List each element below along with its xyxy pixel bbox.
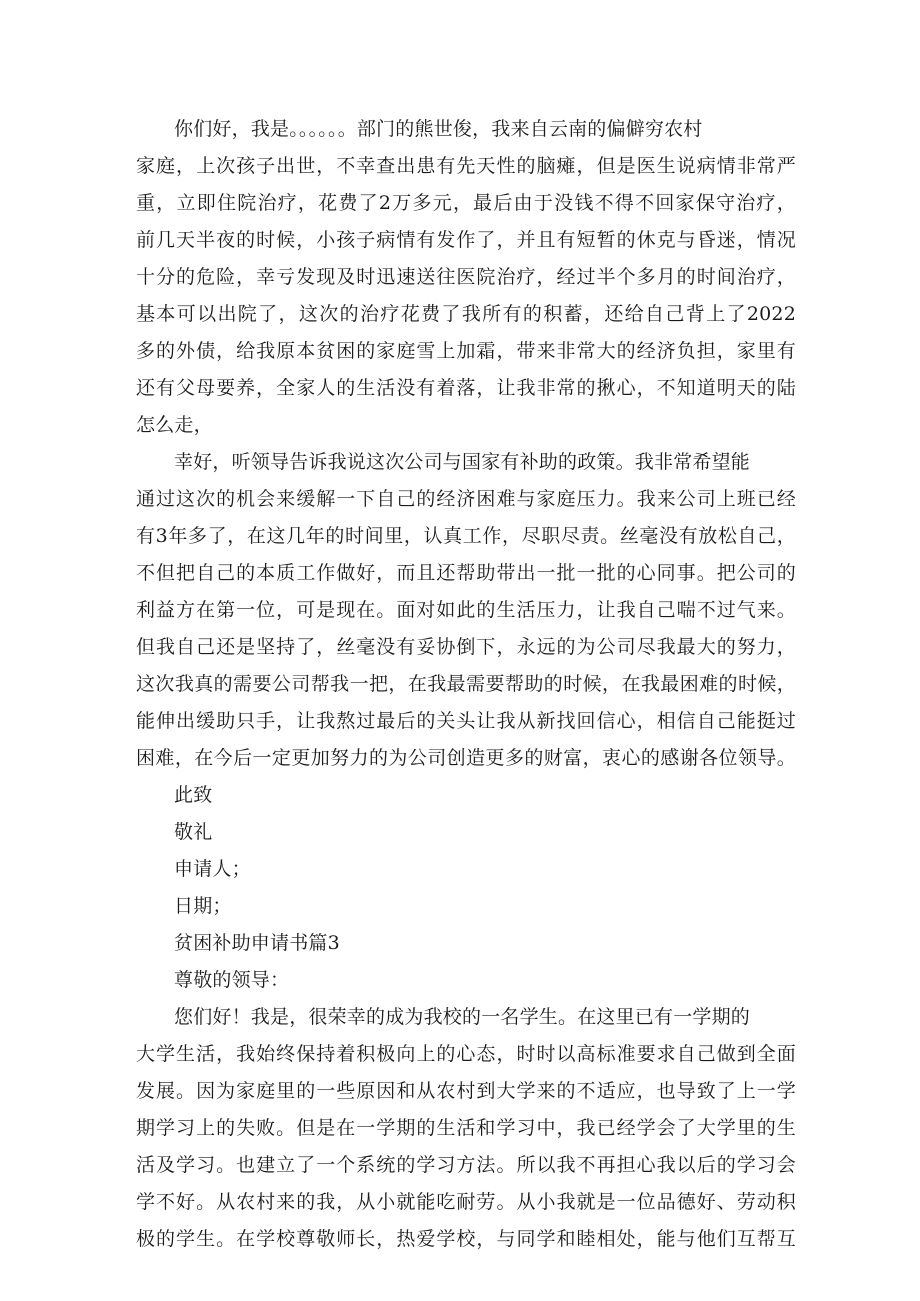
paragraph-1-line-5: 十分的危险，幸亏发现及时迅速送往医院治疗，经过半个多月的时间治疗， [136,266,796,288]
paragraph-2-line-5: 利益方在第一位，可是现在。面对如此的生活压力，让我自己喘不过气来。 [136,599,796,621]
paragraph-1-line-9: 怎么走， [136,414,213,436]
paragraph-3-line-5: 活及学习。也建立了一个系统的学习方法。所以我不再担心我以后的学习会 [136,1154,796,1176]
paragraph-2-line-9: 困难，在今后一定更加努力的为公司创造更多的财富，衷心的感谢各位领导。 [136,747,796,769]
paragraph-2-line-2: 通过这次的机会来缓解一下自己的经济困难与家庭压力。我来公司上班已经 [136,488,796,510]
greeting: 尊敬的领导： [174,969,290,991]
paragraph-2-line-1: 幸好，听领导告诉我说这次公司与国家有补助的政策。我非常希望能 [174,451,751,473]
applicant-label: 申请人； [174,858,251,880]
paragraph-1-line-6: 基本可以出院了，这次的治疗花费了我所有的积蓄，还给自己背上了2022 [136,303,796,325]
paragraph-2-line-4: 不但把自己的本质工作做好，而且还帮助带出一批一批的心同事。把公司的 [136,562,796,584]
paragraph-1-line-7: 多的外债，给我原本贫困的家庭雪上加霜，带来非常大的经济负担，家里有 [136,340,796,362]
paragraph-3-line-3: 发展。因为家庭里的一些原因和从农村到大学来的不适应，也导致了上一学 [136,1080,796,1102]
paragraph-1-line-1: 你们好，我是。。。。。。部门的熊世俊，我来自云南的偏僻穷农村 [174,118,703,140]
paragraph-2-line-6: 但我自己还是坚持了，丝毫没有妥协倒下，永远的为公司尽我最大的努力， [136,636,796,658]
paragraph-2-line-8: 能伸出缓助只手，让我熬过最后的关头让我从新找回信心，相信自己能挺过 [136,710,796,732]
paragraph-2-line-7: 这次我真的需要公司帮我一把，在我最需要帮助的时候，在我最困难的时候， [136,673,796,695]
paragraph-3-line-1: 您们好！我是，很荣幸的成为我校的一名学生。在这里已有一学期的 [174,1006,751,1028]
paragraph-3-line-6: 学不好。从农村来的我，从小就能吃耐劳。从小我就是一位品德好、劳动积 [136,1191,796,1213]
paragraph-3-line-2: 大学生活，我始终保持着积极向上的心态，时时以高标准要求自己做到全面 [136,1043,796,1065]
paragraph-1-line-2: 家庭，上次孩子出世，不幸查出患有先天性的脑瘫，但是医生说病情非常严 [136,155,796,177]
salutation-cizhi: 此致 [174,784,213,806]
section-title: 贫困补助申请书篇3 [174,932,340,954]
paragraph-1-line-8: 还有父母要养，全家人的生活没有着落，让我非常的揪心，不知道明天的陆 [136,377,796,399]
paragraph-1-line-3: 重，立即住院治疗，花费了2万多元，最后由于没钱不得不回家保守治疗， [136,192,796,214]
date-label: 日期； [174,895,232,917]
salutation-jingli: 敬礼 [174,821,213,843]
paragraph-3-line-7: 极的学生。在学校尊敬师长，热爱学校，与同学和睦相处，能与他们互帮互 [136,1228,796,1250]
paragraph-3-line-4: 期学习上的失败。但是在一学期的生活和学习中，我已经学会了大学里的生 [136,1117,796,1139]
paragraph-1-line-4: 前几天半夜的时候，小孩子病情有发作了，并且有短暂的休克与昏迷，情况 [136,229,796,251]
paragraph-2-line-3: 有3年多了，在这几年的时间里，认真工作，尽职尽责。丝毫没有放松自己， [136,525,796,547]
